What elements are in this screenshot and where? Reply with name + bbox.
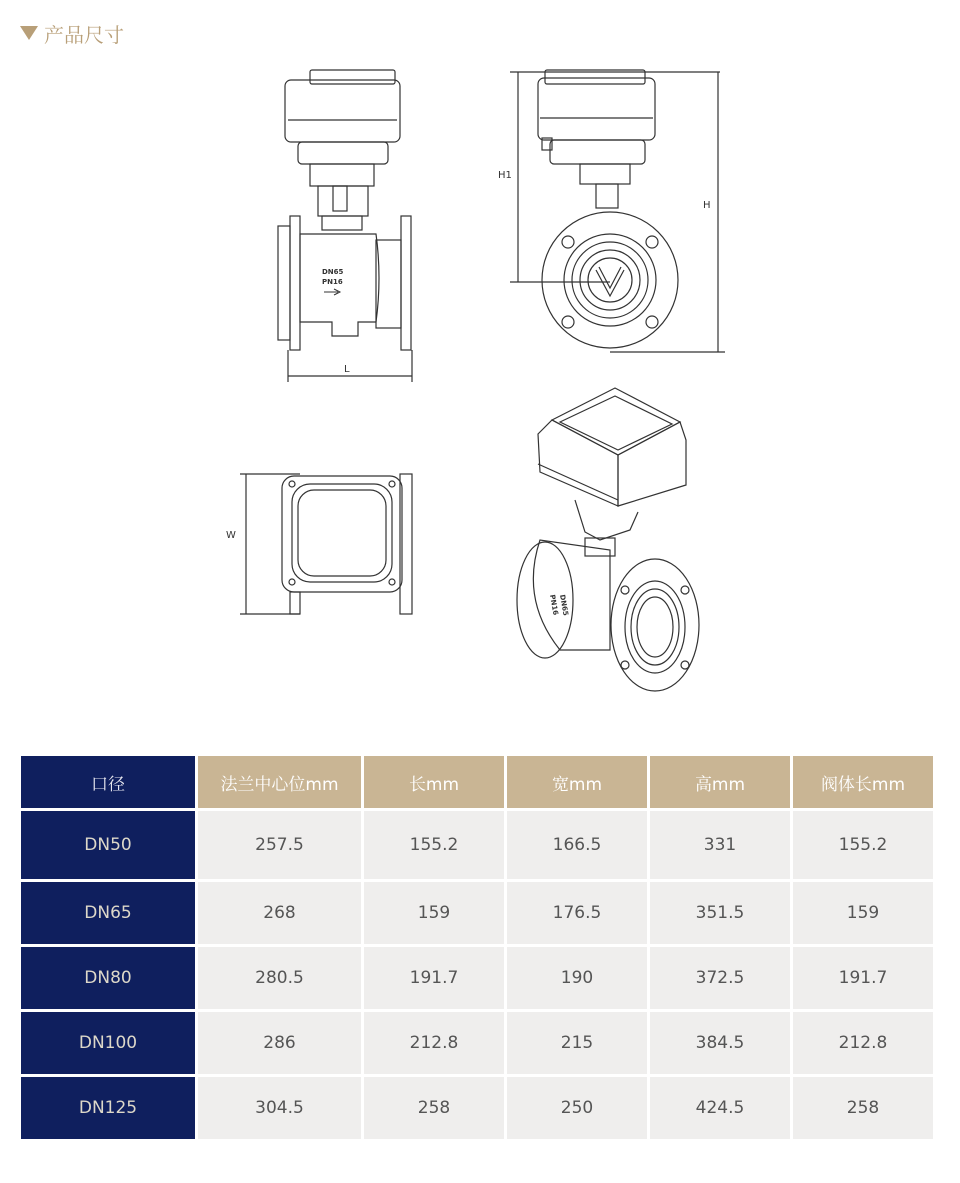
value-cell: 191.7 — [793, 947, 933, 1009]
pressure-mark-3d: PN16 — [548, 593, 560, 616]
table-row — [21, 1012, 933, 1074]
value-cell: 304.5 — [198, 1077, 361, 1139]
value-cell: 212.8 — [793, 1012, 933, 1074]
value-cell: 424.5 — [650, 1077, 790, 1139]
value-cell: 257.5 — [198, 811, 361, 879]
height-partial-label: H1 — [498, 170, 512, 181]
value-cell: 372.5 — [650, 947, 790, 1009]
triangle-down-icon — [20, 26, 38, 40]
size-cell: DN50 — [21, 811, 195, 879]
header-cell: 阀体长mm — [793, 756, 933, 808]
size-cell: DN125 — [21, 1077, 195, 1139]
value-cell: 155.2 — [793, 811, 933, 879]
section-title: 产品尺寸 — [44, 22, 124, 47]
side-view — [498, 70, 725, 352]
value-cell: 351.5 — [650, 882, 790, 944]
size-cell: DN80 — [21, 947, 195, 1009]
value-cell: 215 — [507, 1012, 647, 1074]
spec-table — [18, 753, 936, 1142]
table-row — [21, 947, 933, 1009]
width-label: W — [226, 530, 236, 541]
front-view — [278, 70, 412, 382]
value-cell: 268 — [198, 882, 361, 944]
value-cell: 176.5 — [507, 882, 647, 944]
value-cell: 155.2 — [364, 811, 504, 879]
technical-drawing — [200, 60, 760, 710]
header-cell: 宽mm — [507, 756, 647, 808]
value-cell: 191.7 — [364, 947, 504, 1009]
table-row — [21, 811, 933, 879]
header-cell: 高mm — [650, 756, 790, 808]
value-cell: 190 — [507, 947, 647, 1009]
table-header-row — [21, 756, 933, 808]
value-cell: 384.5 — [650, 1012, 790, 1074]
value-cell: 280.5 — [198, 947, 361, 1009]
section-heading — [20, 18, 124, 48]
header-cell: 法兰中心位mm — [198, 756, 361, 808]
size-cell: DN100 — [21, 1012, 195, 1074]
length-label: L — [344, 364, 350, 375]
isometric-view — [517, 388, 699, 691]
value-cell: 212.8 — [364, 1012, 504, 1074]
top-view — [226, 474, 412, 614]
size-cell: DN65 — [21, 882, 195, 944]
size-mark: DN65 — [322, 268, 344, 276]
value-cell: 159 — [364, 882, 504, 944]
value-cell: 159 — [793, 882, 933, 944]
value-cell: 258 — [364, 1077, 504, 1139]
size-mark-3d: DN65 — [558, 593, 570, 617]
table-row — [21, 882, 933, 944]
table-row — [21, 1077, 933, 1139]
value-cell: 286 — [198, 1012, 361, 1074]
header-cell: 长mm — [364, 756, 504, 808]
value-cell: 258 — [793, 1077, 933, 1139]
value-cell: 331 — [650, 811, 790, 879]
value-cell: 250 — [507, 1077, 647, 1139]
value-cell: 166.5 — [507, 811, 647, 879]
header-cell: 口径 — [21, 756, 195, 808]
pressure-mark: PN16 — [322, 278, 343, 286]
height-total-label: H — [703, 200, 711, 211]
